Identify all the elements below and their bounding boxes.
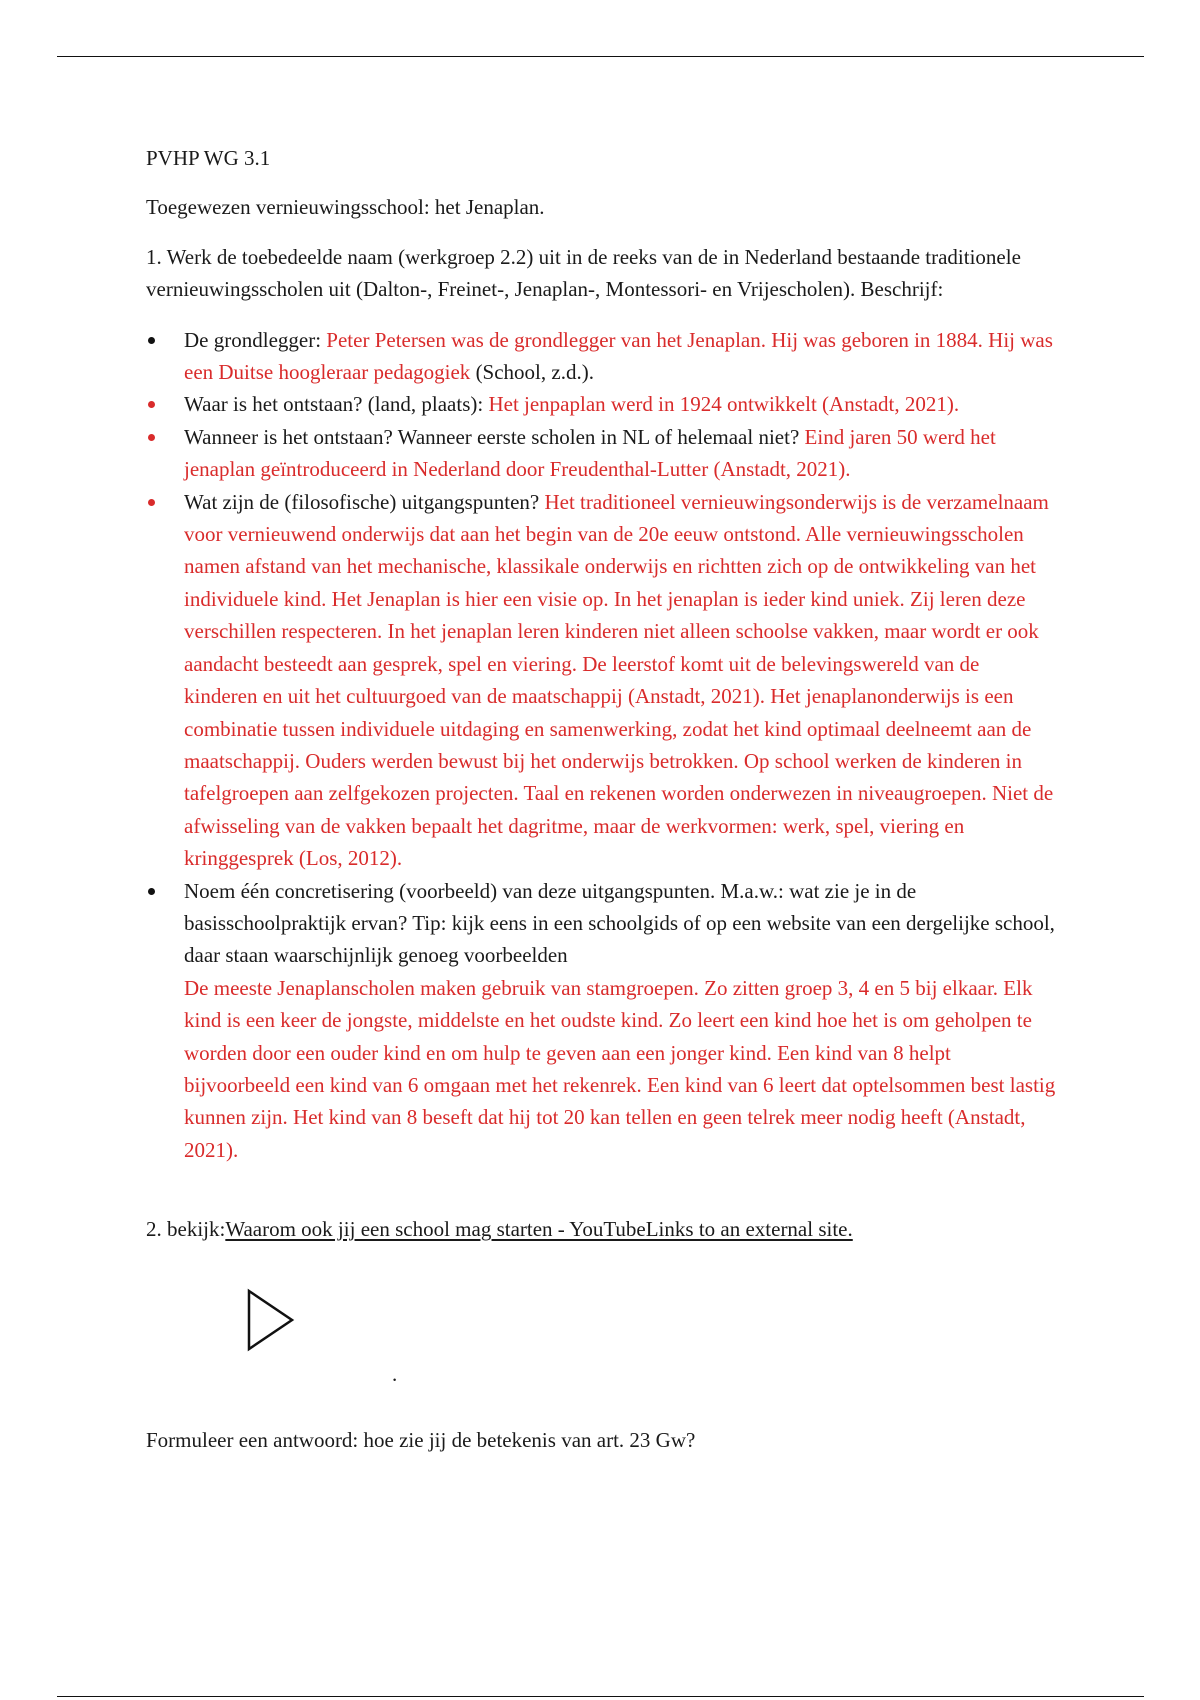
item-prompt: Wat zijn de (filosofische) uitgangspunten?: [184, 489, 545, 514]
bullet-icon: [148, 434, 155, 441]
bullet-icon: [148, 401, 155, 408]
list-item: [146, 875, 1056, 1167]
top-rule: [57, 56, 1144, 57]
assigned-school: Toegewezen vernieuwingsschool: het Jenaplan.: [146, 195, 545, 220]
item-answer: Het traditioneel vernieuwingsonderwijs is de verzamelnaam voor vernieuwend onderwijs dat aan het begin van de 20e eeuw ontstond. Alle vernieuwingsscholen namen afstand van het mechanische, klassikale onderwijs en richtten zich op de ontwikkeling van het individuele kind. Het Jenaplan is hier een visie op. In het jenaplan is ieder kind uniek. Zij leren deze verschillen respecteren. In het jenaplan leren kinderen niet alleen schoolse vakken, maar wordt er ook aandacht besteedt aan gesprek, spel en viering. De leerstof komt uit de belevingswereld van de kinderen en uit het cultuurgoed van de maatschappij (Anstadt, 2021). Het jenaplanonderwijs is een combinatie tussen individuele uitdaging en samenwerking, zodat het kind optimaal deelneemt aan de maatschappij. Ouders werden bewust bij het onderwijs betrokken. Op school werken de kinderen in tafelgroepen aan zelfgekozen projecten. Taal en rekenen worden onderwezen in niveaugroepen. Niet de afwisseling van de vakken bepaalt het dagritme, maar de werkvormen: werk, spel, viering en kringgesprek (Los, 2012).: [184, 489, 1054, 871]
play-icon[interactable]: [246, 1288, 296, 1352]
document-title: PVHP WG 3.1: [146, 146, 271, 170]
item-prompt: Wanneer is het ontstaan? Wanneer eerste scholen in NL of helemaal niet?: [184, 424, 805, 449]
question-1-intro: 1. Werk de toebedeelde naam (werkgroep 2.2) uit in de reeks van de in Nederland bestaande traditionele vernieuwingsscholen uit (Dalton-, Freinet-, Jenaplan-, Montessori- en Vrijescholen). Beschrijf:: [146, 244, 1021, 302]
question-1-list: [146, 324, 1056, 1167]
question-2: [146, 1213, 1056, 1245]
bullet-icon: [148, 499, 155, 506]
list-item: [146, 324, 1056, 389]
item-citation: (School, z.d.).: [470, 360, 594, 385]
stray-dot: .: [392, 1361, 398, 1386]
list-item: [146, 388, 1056, 420]
bottom-rule: [57, 1696, 1144, 1697]
list-item: [146, 421, 1056, 486]
bullet-icon: [148, 888, 155, 895]
item-prompt: Noem één concretisering (voorbeeld) van deze uitgangspunten. M.a.w.: wat zie je in de basisschoolpraktijk ervan? Tip: kijk eens in een schoolgids of op een website van een dergelijke school, daar staan waarschijnlijk genoeg voorbeelden: [184, 878, 1055, 968]
youtube-link[interactable]: Waarom ook jij een school mag starten - YouTubeLinks to an external site.: [225, 1217, 853, 1242]
question-2-prefix: 2. bekijk:: [146, 1217, 226, 1242]
item-answer: De meeste Jenaplanscholen maken gebruik van stamgroepen. Zo zitten groep 3, 4 en 5 bij elkaar. Elk kind is een keer de jongste, middelste en het oudste kind. Zo leert een kind hoe het is om geholpen te worden door een ouder kind en om hulp te geven aan een jonger kind. Een kind van 8 helpt bijvoorbeeld een kind van 6 omgaan met het rekenrek. Een kind van 6 leert dat optelsommen best lastig kunnen zijn. Het kind van 8 beseft dat hij tot 20 kan tellen en geen telrek meer nodig heeft (Anstadt, 2021).: [184, 975, 1056, 1162]
document-body: [146, 142, 1056, 1456]
list-item: [146, 486, 1056, 875]
item-prompt: De grondlegger:: [184, 327, 327, 352]
item-answer: Peter Petersen was de grondlegger van het Jenaplan. Hij was geboren in 1884. Hij was een Duitse hoogleraar pedagogiek: [184, 327, 1053, 385]
item-prompt: Waar is het ontstaan? (land, plaats):: [184, 392, 489, 417]
bullet-icon: [148, 337, 155, 344]
item-answer: Het jenpaplan werd in 1924 ontwikkelt (Anstadt, 2021).: [488, 392, 960, 417]
final-question: Formuleer een antwoord: hoe zie jij de betekenis van art. 23 Gw?: [146, 1427, 696, 1452]
video-embed: [146, 1246, 1056, 1394]
item-answer: Eind jaren 50 werd het jenaplan geïntroduceerd in Nederland door Freudenthal-Lutter (Anstadt, 2021).: [184, 424, 996, 482]
